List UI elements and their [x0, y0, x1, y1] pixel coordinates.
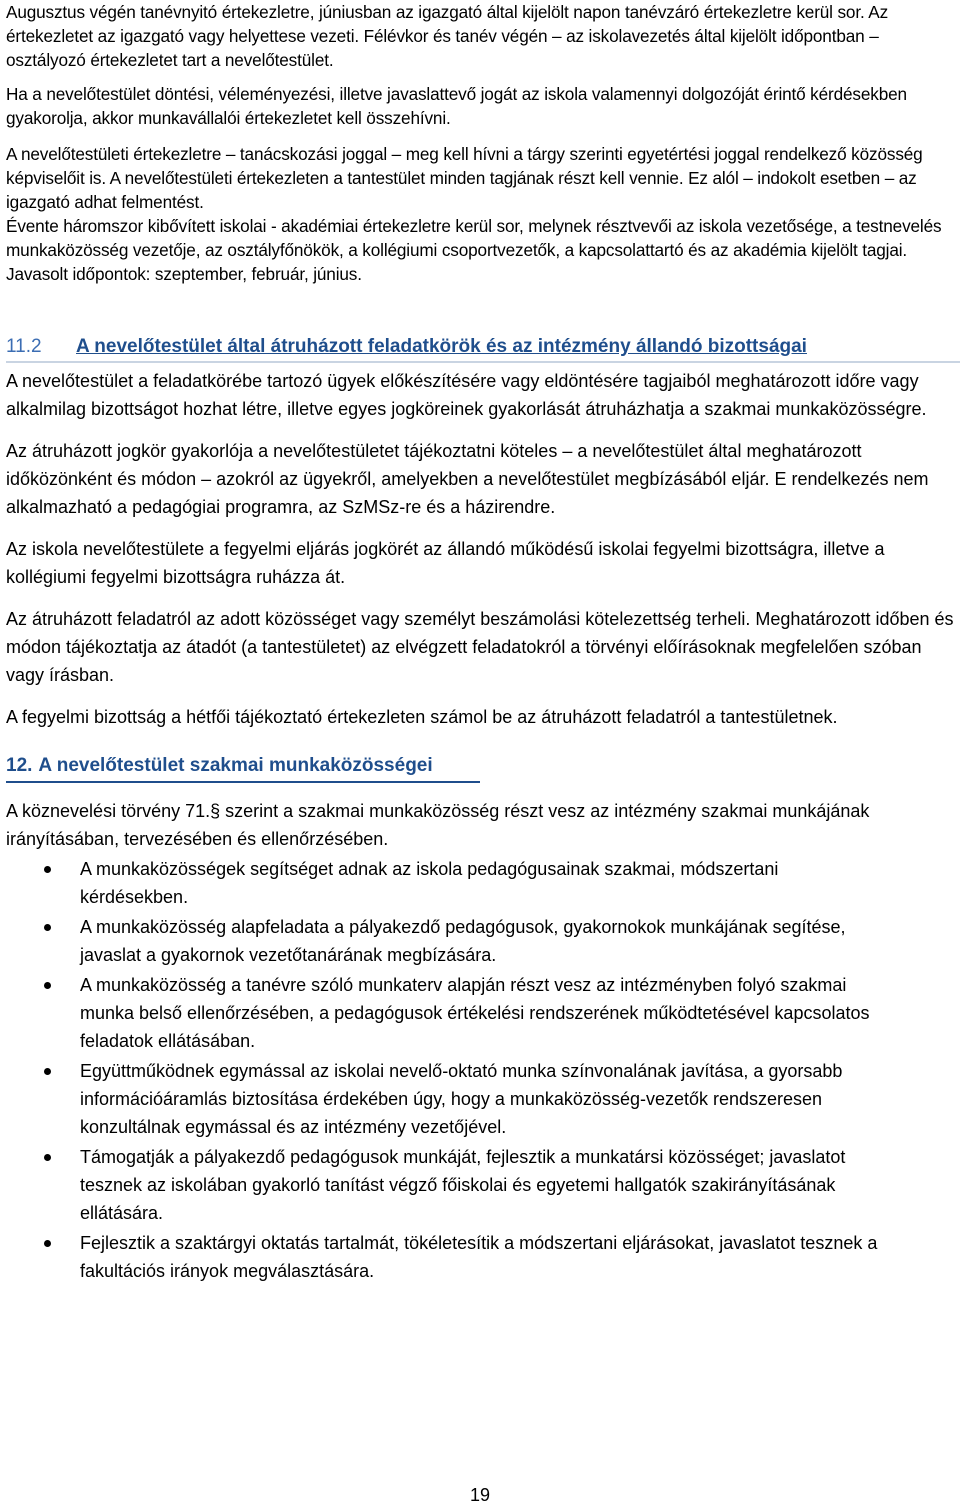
- list-item: Együttműködnek egymással az iskolai nevelő-oktató munka színvonalának javítása, a gyorsabb információáramlás biztosítása érdekében úgy, hogy a munkaközösség-vezetők rendszeresen konzultálnak egymással és az intézmény vezetőjével.: [6, 1057, 956, 1141]
- paragraph-kibovitett: Évente háromszor kibővített iskolai - akadémiai értekezletre kerül sor, melynek résztvevői az iskola vezetősége, a testnevelés munkaközösség vezetője, az osztályfőnökök, a kollégiumi csoportvezetők, a kapcsolattartó és az akadémia kijelölt tagjai. Javasolt időpontok: szeptember, február, június.: [6, 216, 942, 284]
- list-item: A munkaközösség a tanévre szóló munkaterv alapján részt vesz az intézményben folyó szakmai munka belső ellenőrzésében, a pedagógusok értékelési rendszerének működtetésével kapcsolatos feladatok ellátásában.: [6, 971, 956, 1055]
- bullet-icon: [44, 866, 51, 873]
- heading-11-2-number: 11.2: [6, 336, 42, 357]
- bullet-icon: [44, 982, 51, 989]
- heading-11-2-title: A nevelőtestület által átruházott feladatkörök és az intézmény állandó bizottságai: [76, 336, 807, 357]
- paragraph-tanevnyito: Augusztus végén tanévnyitó értekezletre, júniusban az igazgató által kijelölt napon tanévzáró értekezletre kerül sor. Az értekezletet az igazgató vagy helyettese vezeti. Félévkor és tanév végén – az iskolavezetés által kijelölt időpontban – osztályozó értekezletet tart a nevelőtestület.: [6, 2, 889, 70]
- list-item: A munkaközösségek segítséget adnak az iskola pedagógusainak szakmai, módszertani kérdésekben.: [6, 855, 956, 911]
- paragraph-fegyelmi-bizottsag: A fegyelmi bizottság a hétfői tájékoztató értekezleten számol be az átruházott feladatról a tantestületnek.: [6, 707, 838, 727]
- heading-12: [6, 753, 480, 783]
- paragraph-kozneveles: A köznevelési törvény 71.§ szerint a szakmai munkaközösség részt vesz az intézmény szakmai munkájának irányításában, tervezésében és ellenőrzésében.: [6, 801, 870, 849]
- paragraph-bizottsag: A nevelőtestület a feladatkörébe tartozó ügyek előkészítésére vagy eldöntésére tagjaiból meghatározott időre vagy alkalmilag bizottságot hozhat létre, illetve egyes jogköreinek gyakorlását átruházhatja a szakmai munkaközösségre.: [6, 371, 927, 419]
- heading-11-2: [6, 334, 960, 363]
- munkakozosseg-list: [6, 855, 956, 1285]
- list-item: Fejlesztik a szaktárgyi oktatás tartalmát, tökéletesítik a módszertani eljárásokat, javaslatot tesznek a fakultációs irányok megválasztására.: [6, 1229, 956, 1285]
- bullet-icon: [44, 924, 51, 931]
- document-page: [6, 0, 956, 1285]
- paragraph-munkavallaloi: Ha a nevelőtestület döntési, véleményezési, illetve javaslattevő jogát az iskola valamennyi dolgozóját érintő kérdésekben gyakorolja, akkor munkavállalói értekezletet kell összehívni.: [6, 84, 907, 128]
- page-number: 19: [469, 1485, 491, 1505]
- paragraph-tanacskozasi: A nevelőtestületi értekezletre – tanácskozási joggal – meg kell hívni a tárgy szerinti egyetértési joggal rendelkező közösség képviselőit is. A nevelőtestületi értekezleten a tantestület minden tagjának részt kell vennie. Ez alól – indokolt esetben – az igazgató adhat felmentést.: [6, 144, 923, 212]
- bullet-icon: [44, 1240, 51, 1247]
- heading-12-number: 12.: [6, 755, 33, 776]
- bullet-icon: [44, 1068, 51, 1075]
- bullet-icon: [44, 1154, 51, 1161]
- paragraph-beszamolasi: Az átruházott feladatról az adott közösséget vagy személyt beszámolási kötelezettség terheli. Meghatározott időben és módon tájékoztatja az átadót (a tantestületet) az elvégzett feladatokról a törvényi előírásoknak megfelelően szóban vagy írásban.: [6, 609, 954, 685]
- paragraph-atruhazott-jogkor: Az átruházott jogkör gyakorlója a nevelőtestületet tájékoztatni köteles – a nevelőtestület által meghatározott időközönként és módon – azokról az ügyekről, amelyekben a nevelőtestület megbízásából eljár. E rendelkezés nem alkalmazható a pedagógiai programra, az SzMSz-re és a házirendre.: [6, 441, 929, 517]
- list-item: A munkaközösség alapfeladata a pályakezdő pedagógusok, gyakornokok munkájának segítése, javaslat a gyakornok vezetőtanárának megbízására.: [6, 913, 956, 969]
- heading-12-title: A nevelőtestület szakmai munkaközösségei: [38, 755, 433, 776]
- list-item: Támogatják a pályakezdő pedagógusok munkáját, fejlesztik a munkatársi közösséget; javaslatot tesznek az iskolában gyakorló tanítást végző főiskolai és egyetemi hallgatók szakirányításának ellátására.: [6, 1143, 956, 1227]
- paragraph-fegyelmi-eljaras: Az iskola nevelőtestülete a fegyelmi eljárás jogkörét az állandó működésű iskolai fegyelmi bizottságra, illetve a kollégiumi fegyelmi bizottságra ruházza át.: [6, 539, 885, 587]
